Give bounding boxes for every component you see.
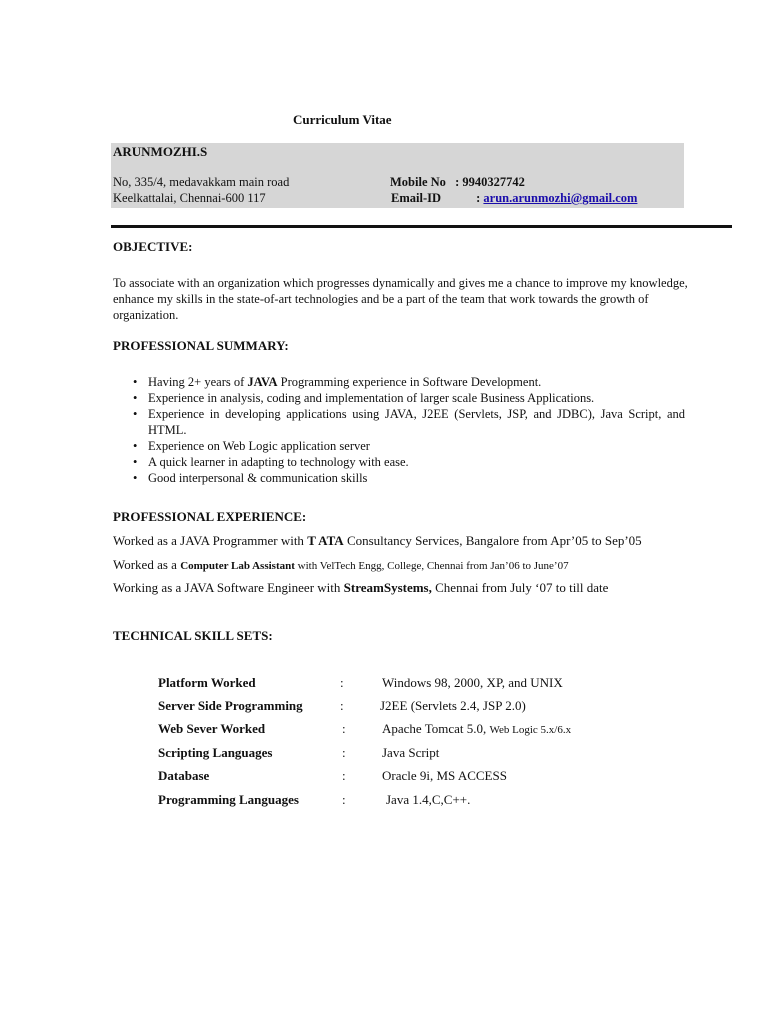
objective-heading: OBJECTIVE: [113,239,193,254]
experience-text: Worked as a JAVA Programmer with [113,533,308,548]
skill-colon: : [340,698,344,713]
skill-row [158,768,658,788]
address-line-2: Keelkattalai, Chennai-600 117 [113,191,266,205]
mobile-label: Mobile No [390,175,446,189]
experience-heading: PROFESSIONAL EXPERIENCE: [113,509,307,524]
skill-value: Windows 98, 2000, XP, and UNIX [382,675,563,690]
list-item-text: Programming experience in Software Development. [277,375,542,389]
list-item: • A quick learner in adapting to technology with ease. [133,454,685,470]
skill-colon: : [342,745,346,760]
skill-value: Java Script [382,745,440,760]
experience-text: Consultancy Services, Bangalore from Apr’05 to Sep’05 [343,533,642,548]
email-label: Email-ID [391,191,441,205]
experience-text: Working as a JAVA Software Engineer with [113,580,344,595]
list-item-bold: JAVA [247,375,278,389]
mobile-value: : 9940327742 [455,175,525,189]
skill-colon: : [342,768,346,783]
candidate-name: ARUNMOZHI.S [113,144,208,159]
experience-text: Chennai from July ‘07 to till date [431,580,609,595]
skill-value: J2EE (Servlets 2.4, JSP 2.0) [380,698,526,713]
list-item [133,374,685,390]
list-item: • Experience in analysis, coding and implementation of larger scale Business Applications. [133,390,685,406]
skill-value [382,721,571,737]
header-box [111,143,684,208]
list-item-text: Having 2+ years of [148,375,248,389]
skill-label: Platform Worked [158,675,256,690]
skills-heading: TECHNICAL SKILL SETS: [113,628,273,643]
skill-colon: : [342,721,346,736]
address-line-1: No, 335/4, medavakkam main road [113,175,290,189]
experience-company: StreamSystems, [343,580,432,595]
objective-text: To associate with an organization which progresses dynamically and gives me a chance to improve my knowledge, enhance my skills in the state-of-art technologies and be a part of the team that work towards the growth of organization. [113,276,688,322]
experience-text: with VelTech Engg, College, Chennai from Jan’06 to June’07 [294,560,569,572]
skill-row [158,698,658,718]
skill-value-main: Apache Tomcat 5.0, [382,721,490,736]
email-colon: : [476,191,481,205]
skill-row [158,792,658,812]
skill-row [158,721,658,741]
skill-colon: : [340,675,344,690]
email-link[interactable]: arun.arunmozhi@gmail.com [483,191,638,205]
experience-role: Computer Lab Assistant [180,560,295,572]
skill-value: Oracle 9i, MS ACCESS [382,768,507,783]
skill-label: Server Side Programming [158,698,303,713]
header-divider [111,225,732,228]
page-title: Curriculum Vitae [293,112,392,127]
skill-row [158,745,658,765]
experience-company: T ATA [307,533,344,548]
email-info [391,191,637,206]
skill-label: Programming Languages [158,792,299,807]
skill-label: Scripting Languages [158,745,273,760]
summary-list [133,374,685,486]
skill-colon: : [342,792,346,807]
skill-label: Database [158,768,210,783]
skill-value-small: Web Logic 5.x/6.x [489,724,572,736]
list-item: • Experience on Web Logic application server [133,438,685,454]
skill-label: Web Sever Worked [158,721,266,736]
mobile-info [390,175,525,190]
experience-line-3 [113,580,608,596]
list-item: • Good interpersonal & communication skills [133,470,685,486]
experience-line-2 [113,557,569,573]
summary-heading: PROFESSIONAL SUMMARY: [113,338,289,353]
skill-row [158,675,658,695]
experience-line-1 [113,533,642,549]
experience-text: Worked as a [113,557,181,572]
list-item: • Experience in developing applications using JAVA, J2EE (Servlets, JSP, and JDBC), Java Script, and HTML. [133,406,685,438]
skill-value: Java 1.4,C,C++. [386,792,471,807]
